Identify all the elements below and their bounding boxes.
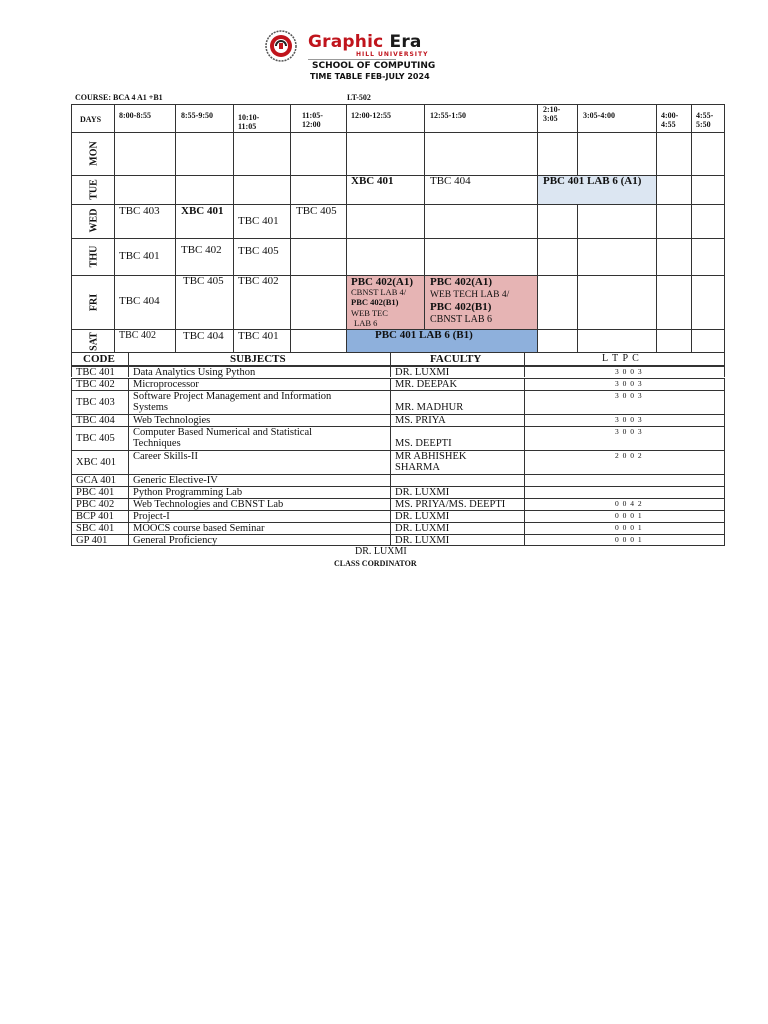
code-cell — [71, 426, 129, 450]
grid-cell — [691, 329, 725, 353]
grid-cell — [346, 204, 425, 239]
lab-entry: PBC 402(B1) — [351, 297, 399, 307]
subject-name-cont: Techniques — [133, 438, 181, 449]
ltpc-value: 0 0 0 1 — [615, 535, 643, 544]
code-cell — [71, 366, 129, 377]
ltpc-value: 0 0 4 2 — [615, 499, 643, 508]
faculty-name: DR. LUXMI — [395, 535, 450, 546]
class-entry: TBC 401 — [238, 215, 279, 227]
lab-entry: PBC 402(A1) — [430, 276, 493, 288]
ltpc-cell — [524, 498, 725, 510]
ltpc-cell — [524, 510, 725, 522]
faculty-name: MS. PRIYA/MS. DEEPTI — [395, 499, 506, 510]
faculty-cell — [390, 414, 525, 426]
subject-code: GP 401 — [76, 535, 108, 546]
grid-cell — [656, 204, 692, 239]
class-entry: TBC 402 — [181, 244, 222, 256]
subject-cell — [128, 378, 390, 390]
subject-code: GCA 401 — [76, 475, 116, 486]
grid-cell — [114, 132, 176, 176]
slot-header — [233, 104, 291, 133]
subjects-header-row — [71, 352, 731, 366]
day-label: WED — [88, 208, 100, 233]
subject-name: MOOCS course based Seminar — [133, 523, 265, 534]
grid-cell — [233, 175, 291, 205]
slot-label: 4:00- 4:55 — [661, 111, 679, 129]
grid-cell — [290, 275, 347, 330]
subject-cell — [128, 390, 390, 414]
grid-cell — [233, 132, 291, 176]
subject-name: Data Analytics Using Python — [133, 367, 256, 378]
slot-label: 11:05- 12:00 — [302, 111, 323, 129]
grid-cell — [233, 238, 291, 276]
grid-cell — [577, 132, 657, 176]
subject-code: TBC 405 — [76, 433, 115, 444]
subject-name: Generic Elective-IV — [133, 475, 218, 486]
subject-cell — [128, 474, 390, 486]
ltpc-value: 2 0 0 2 — [615, 451, 643, 460]
class-entry: TBC 401 — [238, 330, 279, 342]
slot-header — [537, 104, 578, 133]
grid-cell — [346, 132, 425, 176]
faculty-name: DR. LUXMI — [395, 367, 450, 378]
subject-row — [71, 534, 731, 546]
ltpc-value: 3 0 0 3 — [615, 427, 643, 436]
ltpc-cell — [524, 366, 725, 377]
day-cell — [71, 329, 115, 353]
ltpc-value: 0 0 0 1 — [615, 523, 643, 532]
subject-code: PBC 401 — [76, 487, 115, 498]
subject-row — [71, 474, 731, 486]
slot-label: 12:00-12:55 — [351, 111, 391, 120]
slot-header — [577, 104, 657, 133]
grid-cell — [577, 329, 657, 353]
grid-cell — [656, 132, 692, 176]
faculty-cell — [390, 498, 525, 510]
coordinator-name: DR. LUXMI — [355, 546, 407, 557]
university-logo — [260, 28, 490, 84]
grid-cell — [656, 329, 692, 353]
slot-header — [346, 104, 425, 133]
header-ltpc: L T P C — [602, 353, 640, 364]
subject-row — [71, 486, 731, 498]
subject-name: Project-I — [133, 511, 170, 522]
grid-cell — [290, 132, 347, 176]
slot-label: 2:10- 3:05 — [543, 105, 561, 123]
ltpc-cell — [524, 522, 725, 534]
faculty-name-cont: MS. DEEPTI — [395, 438, 452, 449]
header-faculty: FACULTY — [430, 353, 482, 365]
grid-cell — [656, 275, 692, 330]
subject-code: TBC 402 — [76, 379, 115, 390]
ltpc-cell — [524, 390, 725, 414]
grid-cell — [537, 329, 578, 353]
grid-cell — [691, 175, 725, 205]
code-cell — [71, 510, 129, 522]
faculty-cell — [390, 378, 525, 390]
slot-label: 8:55-9:50 — [181, 111, 213, 120]
grid-cell — [656, 175, 692, 205]
timetable-title: TIME TABLE FEB-JULY 2024 — [310, 72, 430, 81]
ltpc-cell — [524, 378, 725, 390]
subject-code: BCP 401 — [76, 511, 114, 522]
day-label: FRI — [88, 293, 100, 312]
code-cell — [71, 486, 129, 498]
class-entry: TBC 405 — [296, 205, 337, 217]
lab-divider — [424, 275, 425, 330]
class-entry: TBC 404 — [119, 295, 160, 307]
class-entry: TBC 404 — [430, 175, 471, 187]
subject-code: TBC 404 — [76, 415, 115, 426]
ltpc-value: 0 0 0 1 — [615, 511, 643, 520]
subject-cell — [128, 426, 390, 450]
slot-header — [656, 104, 692, 133]
slot-label: 12:55-1:50 — [430, 111, 466, 120]
grid-cell — [537, 238, 578, 276]
grid-cell — [691, 132, 725, 176]
faculty-name: DR. LUXMI — [395, 511, 450, 522]
code-cell — [71, 474, 129, 486]
class-entry: XBC 401 — [351, 175, 394, 187]
subject-cell — [128, 486, 390, 498]
subject-code: PBC 402 — [76, 499, 115, 510]
faculty-cell — [390, 474, 525, 486]
faculty-cell — [390, 486, 525, 498]
header-cell — [128, 352, 390, 366]
ltpc-cell — [524, 486, 725, 498]
grid-cell — [175, 175, 234, 205]
class-entry: TBC 402 — [119, 330, 156, 341]
header-cell — [71, 352, 129, 366]
subject-row — [71, 498, 731, 510]
university-seal-icon — [260, 30, 302, 62]
lab-entry: PBC 402(B1) — [430, 301, 492, 313]
grid-cell — [577, 204, 657, 239]
grid-cell — [691, 204, 725, 239]
coordinator-title: CLASS CORDINATOR — [334, 559, 417, 568]
day-label: THU — [88, 245, 100, 268]
subject-cell — [128, 450, 390, 474]
lab-entry: PBC 401 LAB 6 (B1) — [375, 329, 473, 341]
code-cell — [71, 534, 129, 546]
faculty-name-cont: MR. MADHUR — [395, 402, 464, 413]
ltpc-cell — [524, 426, 725, 450]
faculty-cell — [390, 510, 525, 522]
class-entry: TBC 404 — [183, 330, 224, 342]
faculty-name: MS. PRIYA — [395, 415, 446, 426]
grid-cell — [537, 204, 578, 239]
day-label: TUE — [88, 179, 100, 200]
faculty-cell — [390, 450, 525, 474]
ltpc-cell — [524, 474, 725, 486]
class-entry: TBC 402 — [238, 275, 279, 287]
ltpc-value: 3 0 0 3 — [615, 391, 643, 400]
lab-entry: CBNST LAB 6 — [430, 314, 493, 325]
code-cell — [71, 498, 129, 510]
slot-header — [175, 104, 234, 133]
subject-row — [71, 414, 731, 426]
code-cell — [71, 450, 129, 474]
faculty-cell — [390, 366, 525, 377]
subject-code: XBC 401 — [76, 457, 116, 468]
subject-code: SBC 401 — [76, 523, 115, 534]
subject-cell — [128, 366, 390, 377]
slot-label: 8:00-8:55 — [119, 111, 151, 120]
brand-subtitle: HILL UNIVERSITY — [356, 51, 429, 58]
subject-name: Python Programming Lab — [133, 487, 243, 498]
ltpc-value: 3 0 0 3 — [615, 415, 643, 424]
grid-cell — [537, 132, 578, 176]
grid-cell — [114, 175, 176, 205]
subject-name: General Proficiency — [133, 535, 218, 546]
grid-cell — [290, 238, 347, 276]
subject-row — [71, 510, 731, 522]
header-code: CODE — [83, 353, 115, 365]
grid-cell — [424, 238, 538, 276]
subject-name: Computer Based Numerical and Statistical — [133, 427, 313, 438]
subject-row — [71, 522, 731, 534]
class-entry: TBC 401 — [119, 250, 160, 262]
code-cell — [71, 522, 129, 534]
slot-label: 3:05-4:00 — [583, 111, 615, 120]
code-cell — [71, 378, 129, 390]
subject-row — [71, 450, 731, 474]
faculty-cell — [390, 426, 525, 450]
subject-row — [71, 390, 731, 414]
grid-cell — [537, 275, 578, 330]
subject-name-cont: Systems — [133, 402, 169, 413]
faculty-name: DR. LUXMI — [395, 487, 450, 498]
subject-cell — [128, 522, 390, 534]
class-entry: TBC 403 — [119, 205, 160, 217]
day-cell — [71, 204, 115, 239]
grid-cell — [346, 238, 425, 276]
faculty-name: MR ABHISHEK — [395, 451, 467, 462]
header-cell — [524, 352, 725, 366]
ltpc-cell — [524, 414, 725, 426]
class-entry: XBC 401 — [181, 205, 224, 217]
slot-label: 10:10- 11:05 — [238, 113, 260, 131]
ltpc-value: 3 0 0 3 — [615, 379, 643, 388]
slot-header — [424, 104, 538, 133]
school-name: SCHOOL OF COMPUTING — [312, 61, 436, 71]
ltpc-cell — [524, 534, 725, 546]
brand-name: Graphic Era — [308, 32, 422, 52]
grid-cell — [691, 275, 725, 330]
ltpc-value: 3 0 0 3 — [615, 367, 643, 376]
grid-cell — [656, 238, 692, 276]
day-label: SAT — [88, 332, 100, 351]
subject-code: TBC 401 — [76, 367, 115, 378]
header-cell — [390, 352, 525, 366]
subject-name: Web Technologies — [133, 415, 211, 426]
subject-row — [71, 366, 731, 377]
slot-header — [691, 104, 725, 133]
subject-name: Microprocessor — [133, 379, 199, 390]
lab-entry: LAB 6 — [354, 318, 378, 328]
day-cell — [71, 238, 115, 276]
subject-row — [71, 378, 731, 390]
grid-cell — [424, 204, 538, 239]
grid-cell — [175, 132, 234, 176]
ltpc-cell — [524, 450, 725, 474]
course-label: COURSE: BCA 4 A1 +B1 — [75, 93, 163, 102]
grid-cell — [290, 175, 347, 205]
grid-cell — [577, 275, 657, 330]
slot-label: 4:55- 5:50 — [696, 111, 714, 129]
lab-entry: PBC 401 LAB 6 (A1) — [543, 175, 642, 187]
days-header: DAYS — [80, 115, 102, 124]
code-cell — [71, 390, 129, 414]
faculty-cell — [390, 534, 525, 546]
lab-entry: WEB TEC — [351, 308, 388, 318]
subject-row — [71, 426, 731, 450]
faculty-cell — [390, 522, 525, 534]
grid-cell — [691, 238, 725, 276]
subject-cell — [128, 510, 390, 522]
days-header-cell — [71, 104, 115, 133]
faculty-name-cont: SHARMA — [395, 462, 440, 473]
subject-cell — [128, 498, 390, 510]
class-entry: TBC 405 — [238, 245, 279, 257]
subject-name: Career Skills-II — [133, 451, 199, 462]
class-entry: TBC 405 — [183, 275, 224, 287]
code-cell — [71, 414, 129, 426]
grid-cell — [290, 329, 347, 353]
subject-cell — [128, 534, 390, 546]
header-subjects: SUBJECTS — [230, 353, 286, 365]
grid-cell — [577, 238, 657, 276]
slot-header — [290, 104, 347, 133]
lab-entry: CBNST LAB 4/ — [351, 287, 407, 297]
subject-name: Software Project Management and Information — [133, 391, 332, 402]
slot-header — [114, 104, 176, 133]
grid-cell — [424, 132, 538, 176]
lab-entry: PBC 402(A1) — [351, 276, 414, 288]
subject-cell — [128, 414, 390, 426]
faculty-name: DR. LUXMI — [395, 523, 450, 534]
lab-entry: WEB TECH LAB 4/ — [430, 290, 510, 300]
faculty-cell — [390, 390, 525, 414]
faculty-name: MR. DEEPAK — [395, 379, 458, 390]
subject-code: TBC 403 — [76, 397, 115, 408]
day-label: MON — [88, 141, 100, 166]
subject-name: Web Technologies and CBNST Lab — [133, 499, 284, 510]
room-label: LT-502 — [347, 93, 371, 102]
